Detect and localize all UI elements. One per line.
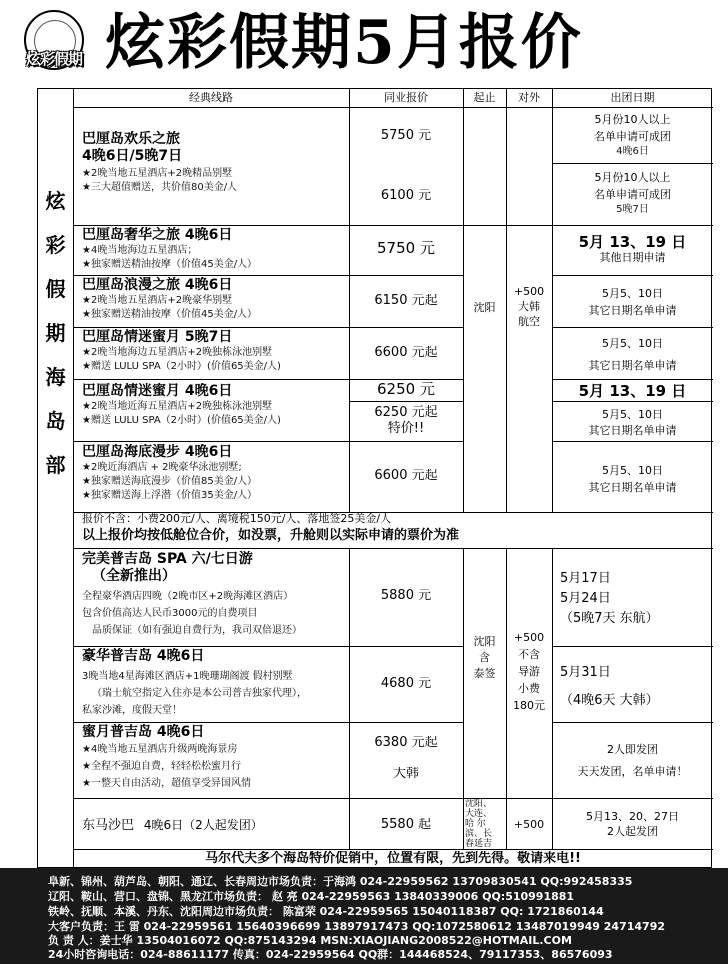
column-header-price: 同业报价: [384, 91, 428, 104]
public-line: +500: [513, 285, 545, 298]
header: [0, 0, 728, 88]
route-sub: （全新推出）: [92, 568, 176, 584]
logo: [10, 8, 98, 78]
grid-line: [73, 107, 713, 108]
origin-cell: [465, 799, 506, 849]
column-header-origin: 起止: [473, 91, 496, 104]
grid-line: [552, 722, 713, 723]
dates-cell: [552, 169, 713, 217]
date-line: 5月份10人以上: [594, 171, 671, 184]
date-line: 4晚6日: [616, 146, 649, 157]
exclusions-text: 报价不含：小费200元/人、离境税150元/人、落地签25美金/人: [82, 512, 392, 525]
public-line: 导游: [518, 665, 540, 678]
route-name: 巴厘岛浪漫之旅 4晚6日: [82, 277, 233, 293]
route-note: ★独家赠送精油按摩（价值45美金/人）: [82, 309, 258, 320]
route-cell: [82, 277, 347, 322]
origin-line: 滨、长: [465, 829, 493, 839]
route-name: 豪华普吉岛 4晚6日: [82, 648, 205, 664]
grid-line: [73, 722, 463, 723]
route-sub: 4晚6日/5晚7日: [82, 148, 183, 164]
origin-cell: 沈阳: [473, 301, 496, 314]
public-line: +500: [513, 631, 545, 644]
grid-line: [73, 327, 349, 328]
dates-cell: [552, 233, 713, 265]
route-cell: [82, 383, 347, 428]
contact-line: 负 责 人：姜士华 13504016072 QQ:875143294 MSN:XIAOJIANG2008522@HOTMAIL.COM: [48, 934, 572, 947]
dates-cell: [552, 739, 713, 783]
date-line: 5月24日: [560, 591, 611, 606]
route-name: 巴厘岛海底漫步 4晚6日: [82, 444, 233, 460]
price-cell: 4680 元: [380, 677, 432, 691]
dates-cell: [552, 462, 713, 496]
grid-line: [349, 275, 463, 276]
dates-cell: [552, 407, 713, 439]
route-name: 东马沙巴: [82, 818, 135, 833]
route-note: ★2晚当地近海五星酒店+2晚独栋泳池别墅: [82, 401, 273, 412]
grid-line: [73, 646, 463, 647]
price-cell: 6600 元起: [374, 469, 438, 483]
price-cell: 6150 元起: [374, 294, 438, 308]
grid-line: [73, 548, 713, 549]
price-cell: 6380 元起: [374, 736, 438, 750]
route-note: 全程豪华酒店四晚（2晚市区+2晚海滩区酒店）: [82, 591, 294, 602]
special-badge: 特价!!: [387, 421, 425, 436]
price-table: [37, 88, 712, 868]
price-cell: 5750 元: [380, 129, 432, 143]
public-line: 180元: [513, 699, 545, 712]
grid-line: [552, 163, 713, 164]
public-price-cell: [506, 284, 552, 329]
origin-line: 大连、: [465, 809, 493, 819]
date-line: 5月份10人以上: [594, 113, 671, 126]
side-label-char: 期: [45, 321, 66, 345]
date-line: 其它日期名单申请: [588, 304, 677, 317]
route-note: ★2晚当地海边五星酒店+2晚独栋泳池别墅: [82, 347, 273, 358]
grid-line: [552, 646, 713, 647]
date-line: 名单申请可成团: [594, 188, 671, 201]
maldives-promo: 马尔代夫多个海岛特价促销中，位置有限，先到先得。敬请来电!!: [205, 851, 581, 866]
route-note: 品质保证（如有强迫自费行为，我司双倍退还）: [92, 625, 302, 636]
grid-line: [73, 89, 74, 869]
route-cell: [82, 131, 347, 195]
price-cell: 5750 元: [377, 241, 435, 255]
route-note: ★赠送 LULU SPA（2小时）(价值65美金/人): [82, 361, 281, 372]
route-note: 包含价值高达人民币3000元的自费项目: [82, 608, 258, 619]
grid-line: [73, 275, 349, 276]
date-line: 天天发团，名单申请！: [577, 765, 688, 778]
column-header-route: 经典线路: [189, 91, 233, 104]
grid-line: [552, 275, 713, 276]
origin-line: 哈 尔: [465, 819, 486, 829]
side-label-char: 部: [45, 453, 66, 477]
route-cell: [82, 818, 347, 833]
page-title: 炫彩假期5月报价: [105, 8, 583, 78]
contact-line: 辽阳、鞍山、营口、盘锦、黑龙江市场负责： 赵 亮 024-22959563 13840339006 QQ:510991881: [48, 890, 575, 903]
grid-line: [463, 548, 464, 849]
grid-line: [552, 327, 713, 328]
route-note: ★赠送 LULU SPA（2小时）(价值65美金/人): [82, 415, 281, 426]
route-name: 巴厘岛情迷蜜月 5晚7日: [82, 329, 233, 345]
price-warning: 以上报价均按低舱位合价，如没票，升舱则以实际申请的票价为准: [82, 528, 460, 543]
grid-line: [552, 548, 553, 849]
route-note: ★独家赠送海底漫步（价值85美金/人）: [82, 476, 258, 487]
route-cell: [82, 551, 347, 639]
grid-line: [73, 225, 713, 226]
origin-line: 沈阳、: [465, 799, 493, 809]
origin-line: 泰签: [473, 667, 496, 680]
date-line: 5月5、10日: [602, 464, 663, 477]
grid-line: [552, 441, 713, 442]
grid-line: [349, 401, 463, 402]
dates-cell: [552, 809, 713, 839]
date-line: 2人即发团: [607, 743, 658, 756]
side-label-char: 海: [45, 365, 66, 389]
route-name: 蜜月普吉岛 4晚6日: [82, 724, 205, 740]
route-note: ★独家赠送精油按摩（价值45美金/人）: [82, 259, 258, 270]
route-note: ★2晚近海酒店 + 2晚豪华泳池别墅;: [82, 462, 242, 473]
route-sub: 4晚6日（2人起发团）: [143, 818, 263, 832]
origin-line: 春延吉: [465, 839, 493, 849]
public-line: 大韩: [518, 300, 540, 313]
date-line: 5晚7日: [616, 204, 649, 215]
dates-cell: [552, 333, 713, 377]
public-line: 航空: [518, 315, 540, 328]
route-name: 巴厘岛情迷蜜月 4晚6日: [82, 383, 233, 399]
date-line: 其它日期名单申请: [588, 359, 677, 372]
route-note: ★2晚当地五星酒店+2晚精品别墅: [82, 168, 233, 179]
route-note: ★全程不强迫自费，轻轻松松蜜月行: [82, 761, 241, 772]
route-name: 巴厘岛奢华之旅 4晚6日: [82, 227, 233, 243]
route-note: ★4晚当地海边五星酒店；: [82, 245, 198, 256]
route-note: 私家沙滩，度假天堂！: [82, 705, 182, 716]
route-note: ★三大超值赠送，共价值80美金/人: [82, 182, 238, 193]
price-cell: 5580 起: [380, 818, 432, 832]
date-line: 5月17日: [560, 571, 611, 586]
grid-line: [73, 849, 713, 850]
grid-line: [73, 798, 713, 799]
price-cell: 5880 元: [380, 589, 432, 603]
date-line: 其它日期名单申请: [588, 424, 677, 437]
dates-cell: [552, 285, 713, 319]
origin-cell: [463, 634, 506, 682]
route-name: 巴厘岛欢乐之旅: [82, 131, 180, 147]
dates-cell: [560, 569, 710, 629]
price-cell: 6100 元: [380, 189, 432, 203]
route-note: ★4晚当地五星酒店升级两晚海景房: [82, 744, 238, 755]
side-label-char: 彩: [45, 233, 66, 257]
date-line: 2人起发团: [607, 825, 658, 838]
date-line: 5月5、10日: [602, 287, 663, 300]
origin-line: 沈阳: [473, 635, 496, 648]
date-line: 5月5、10日: [602, 337, 663, 350]
grid-line: [552, 401, 713, 402]
public-line: 小费: [518, 682, 540, 695]
date-line: 其他日期申请: [599, 251, 666, 264]
side-label-char: 岛: [45, 409, 66, 433]
dates-cell: [560, 659, 710, 715]
grid-line: [349, 379, 463, 380]
price-cell: [349, 405, 463, 437]
route-note: ★2晚当地五星酒店+2晚豪华别墅: [82, 295, 233, 306]
route-cell: [82, 227, 347, 272]
grid-line: [73, 441, 349, 442]
date-line: 5月13、20、27日: [586, 810, 679, 823]
route-cell: [82, 724, 347, 792]
origin-line: 含: [479, 651, 490, 664]
dates-cell: [552, 111, 713, 159]
route-cell: [82, 648, 347, 719]
logo-text: 炫彩假期: [25, 50, 82, 68]
date-line: 5月 13、19 日: [578, 233, 687, 251]
column-header-dates: 出团日期: [610, 91, 655, 104]
price-line: 6250 元起: [374, 405, 438, 420]
side-label: [38, 179, 73, 679]
date-line: 其它日期名单申请: [588, 481, 677, 494]
grid-line: [552, 379, 713, 380]
date-line: 5月31日: [560, 665, 611, 680]
route-note: ★独家赠送海上浮潜（价值35美金/人）: [82, 490, 258, 501]
date-line: （5晚7天 东航）: [560, 611, 659, 626]
side-label-char: 假: [45, 277, 66, 301]
airline-cell: 大韩: [392, 767, 419, 781]
date-line: （4晚6天 大韩）: [560, 693, 659, 708]
grid-line: [349, 327, 463, 328]
date-line: 5月5、10日: [602, 408, 663, 421]
route-name: 完美普吉岛 SPA 六/七日游: [82, 551, 253, 567]
route-note: ★一整天自由活动，超值享受异国风情: [82, 778, 251, 789]
route-cell: [82, 329, 347, 374]
grid-line: [73, 379, 349, 380]
price-cell: 6600 元起: [374, 346, 438, 360]
side-label-char: 炫: [45, 189, 66, 213]
public-price-cell: [506, 629, 552, 714]
column-header-public: 对外: [518, 91, 540, 104]
public-price-cell: +500: [513, 818, 545, 831]
contact-footer: [0, 868, 728, 964]
price-cell: 6250 元: [377, 382, 435, 396]
contact-line: 阜新、锦州、葫芦岛、朝阳、通辽、长春周边市场负责：于海鸿 024-22959562 13709830541 QQ:992458335: [48, 875, 633, 888]
route-note: （瑞士航空指定入住亦是本公司普吉独家代理），: [92, 688, 307, 699]
contact-line: 24小时咨询电话：024-88611177 传真：024-22959564 QQ群：144468524、79117353、86576093: [48, 948, 613, 961]
route-note: 3晚当地4星海滩区酒店+1晚珊瑚阁渡 假村别墅: [82, 671, 293, 682]
date-line: 5月 13、19 日: [578, 382, 687, 400]
grid-line: [349, 441, 463, 442]
public-line: 不含: [518, 648, 540, 661]
contact-line: 大客户负责：王 雷 024-22959561 15640396699 13897917473 QQ:1072580612 13487019949 24714792: [48, 920, 666, 933]
date-line: 名单申请可成团: [594, 130, 671, 143]
route-cell: [82, 444, 347, 503]
contact-line: 铁岭、抚顺、本溪、丹东、沈阳周边市场负责： 陈富荣 024-22959565 15040118387 QQ: 1721860144: [48, 905, 604, 918]
